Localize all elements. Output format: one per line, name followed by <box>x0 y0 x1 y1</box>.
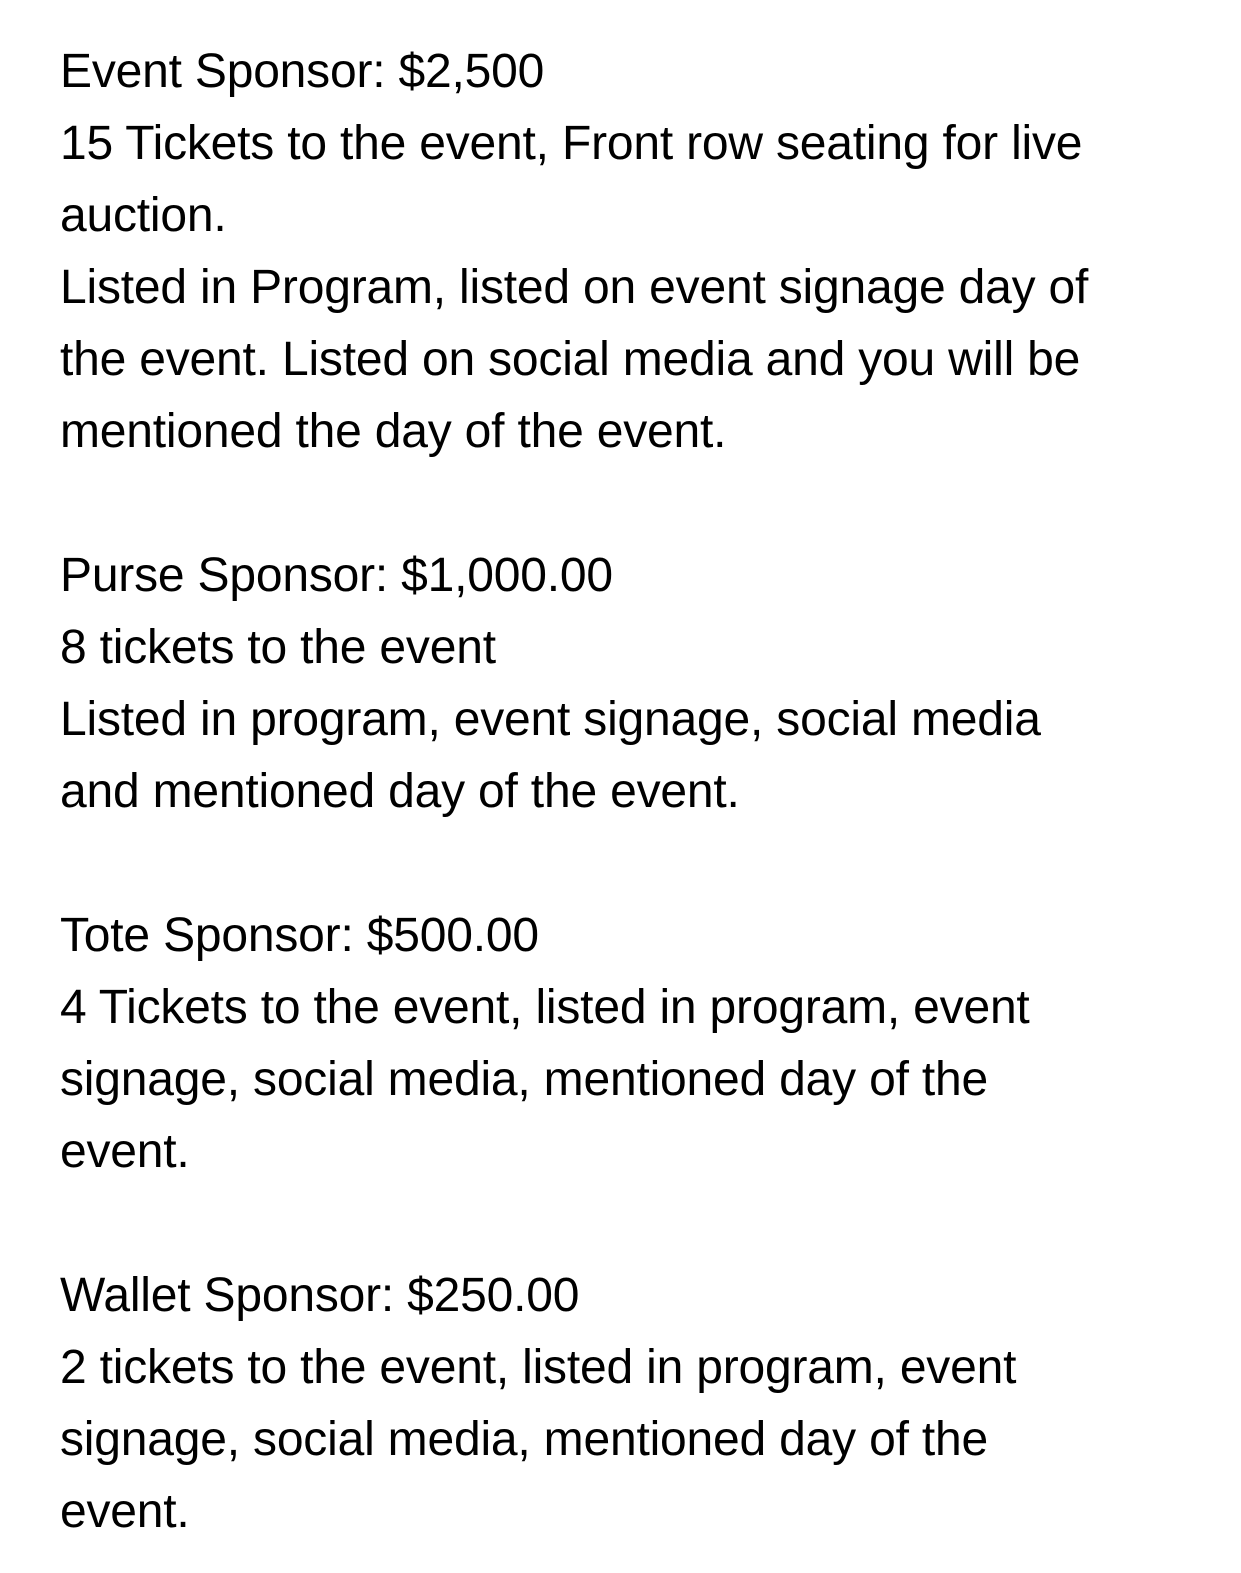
tote-sponsor-heading: Tote Sponsor: $500.00 <box>60 909 539 962</box>
wallet-sponsor-section <box>60 1260 1201 1548</box>
wallet-sponsor-text-line: signage, social media, mentioned day of the <box>60 1413 988 1466</box>
event-sponsor-text-line: Listed in Program, listed on event signage day of <box>60 261 1089 314</box>
purse-sponsor-heading: Purse Sponsor: $1,000.00 <box>60 549 613 602</box>
event-sponsor-heading: Event Sponsor: $2,500 <box>60 45 545 98</box>
wallet-sponsor-heading: Wallet Sponsor: $250.00 <box>60 1269 580 1322</box>
purse-sponsor-text-line: and mentioned day of the event. <box>60 765 740 818</box>
event-sponsor-text-line: 15 Tickets to the event, Front row seating for live <box>60 117 1083 170</box>
wallet-sponsor-text-line: 2 tickets to the event, listed in program, event <box>60 1341 1017 1394</box>
tote-sponsor-text-line: event. <box>60 1125 190 1178</box>
purse-sponsor-text-line: Listed in program, event signage, social media <box>60 693 1041 746</box>
wallet-sponsor-text-line: event. <box>60 1485 190 1538</box>
tote-sponsor-text-line: 4 Tickets to the event, listed in program, event <box>60 981 1030 1034</box>
event-sponsor-text-line: mentioned the day of the event. <box>60 405 727 458</box>
purse-sponsor-section <box>60 540 1201 828</box>
event-sponsor-text-line: the event. Listed on social media and you will be <box>60 333 1081 386</box>
event-sponsor-text-line: auction. <box>60 189 227 242</box>
tote-sponsor-section <box>60 900 1201 1188</box>
tote-sponsor-text-line: signage, social media, mentioned day of the <box>60 1053 988 1106</box>
event-sponsor-section <box>60 36 1201 468</box>
purse-sponsor-text-line: 8 tickets to the event <box>60 621 496 674</box>
